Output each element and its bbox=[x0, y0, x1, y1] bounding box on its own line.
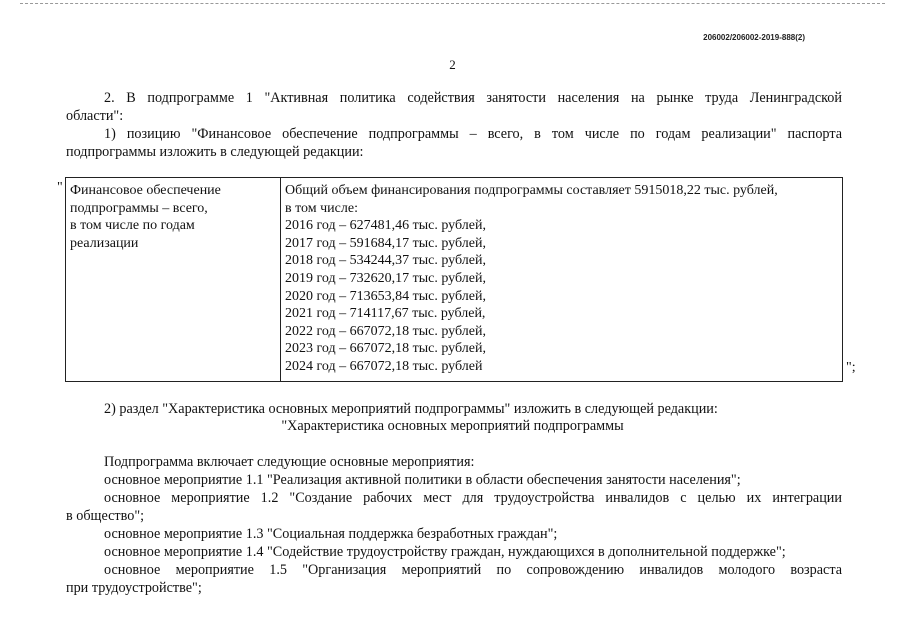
value-line: 2024 год – 667072,18 тыс. рублей bbox=[285, 358, 483, 374]
document-id: 206002/206002-2019-888(2) bbox=[703, 33, 805, 42]
para1-line2: области": bbox=[66, 108, 124, 124]
activity-1-2-line2: в общество"; bbox=[66, 508, 145, 524]
page-number: 2 bbox=[449, 57, 456, 72]
scan-top-edge bbox=[20, 3, 885, 4]
value-line: 2019 год – 732620,17 тыс. рублей, bbox=[285, 270, 486, 286]
section-title: "Характеристика основных мероприятий подпрограммы bbox=[281, 418, 624, 434]
table-open-quote: " bbox=[57, 180, 63, 195]
para2-line1: 1) позицию "Финансовое обеспечение подпрограммы – всего, в том числе по годам реализации" паспорта bbox=[104, 126, 842, 142]
activity-1-5-line1: основное мероприятие 1.5 "Организация мероприятий по сопровождению инвалидов молодого возраста bbox=[104, 562, 842, 578]
value-line: 2017 год – 591684,17 тыс. рублей, bbox=[285, 235, 486, 251]
label-line: в том числе по годам bbox=[70, 218, 195, 234]
value-line: 2020 год – 713653,84 тыс. рублей, bbox=[285, 288, 486, 304]
para2-line2: подпрограммы изложить в следующей редакции: bbox=[66, 144, 364, 160]
value-line: 2022 год – 667072,18 тыс. рублей, bbox=[285, 323, 486, 339]
financing-value-cell bbox=[281, 178, 843, 382]
para1-line1: 2. В подпрограмме 1 "Активная политика содействия занятости населения на рынке труда Ленинградской bbox=[104, 90, 842, 106]
table-row bbox=[66, 178, 843, 382]
activity-1-2-line1: основное мероприятие 1.2 "Создание рабочих мест для трудоустройства инвалидов с целью их интеграции bbox=[104, 490, 842, 506]
activity-1-4: основное мероприятие 1.4 "Содействие трудоустройству граждан, нуждающихся в дополнительной поддержке"; bbox=[104, 544, 786, 560]
activity-1-3: основное мероприятие 1.3 "Социальная поддержка безработных граждан"; bbox=[104, 526, 558, 542]
value-line: 2018 год – 534244,37 тыс. рублей, bbox=[285, 253, 486, 269]
label-line: Финансовое обеспечение bbox=[70, 183, 221, 198]
value-line: в том числе: bbox=[285, 200, 358, 216]
activities-intro: Подпрограмма включает следующие основные мероприятия: bbox=[104, 454, 475, 470]
para3: 2) раздел "Характеристика основных мероприятий подпрограммы" изложить в следующей редакции: bbox=[104, 401, 718, 417]
label-line: реализации bbox=[70, 235, 139, 251]
activity-1-5-line2: при трудоустройстве"; bbox=[66, 580, 202, 596]
financing-table bbox=[65, 177, 843, 382]
financing-label-cell bbox=[66, 178, 281, 382]
value-line: Общий объем финансирования подпрограммы составляет 5915018,22 тыс. рублей, bbox=[285, 183, 778, 198]
label-line: подпрограммы – всего, bbox=[70, 200, 208, 216]
table-close-quote: "; bbox=[846, 360, 856, 375]
value-line: 2016 год – 627481,46 тыс. рублей, bbox=[285, 218, 486, 234]
value-line: 2023 год – 667072,18 тыс. рублей, bbox=[285, 341, 486, 357]
activity-1-1: основное мероприятие 1.1 "Реализация активной политики в области обеспечения занятости населения"; bbox=[104, 472, 741, 488]
value-line: 2021 год – 714117,67 тыс. рублей, bbox=[285, 306, 486, 322]
